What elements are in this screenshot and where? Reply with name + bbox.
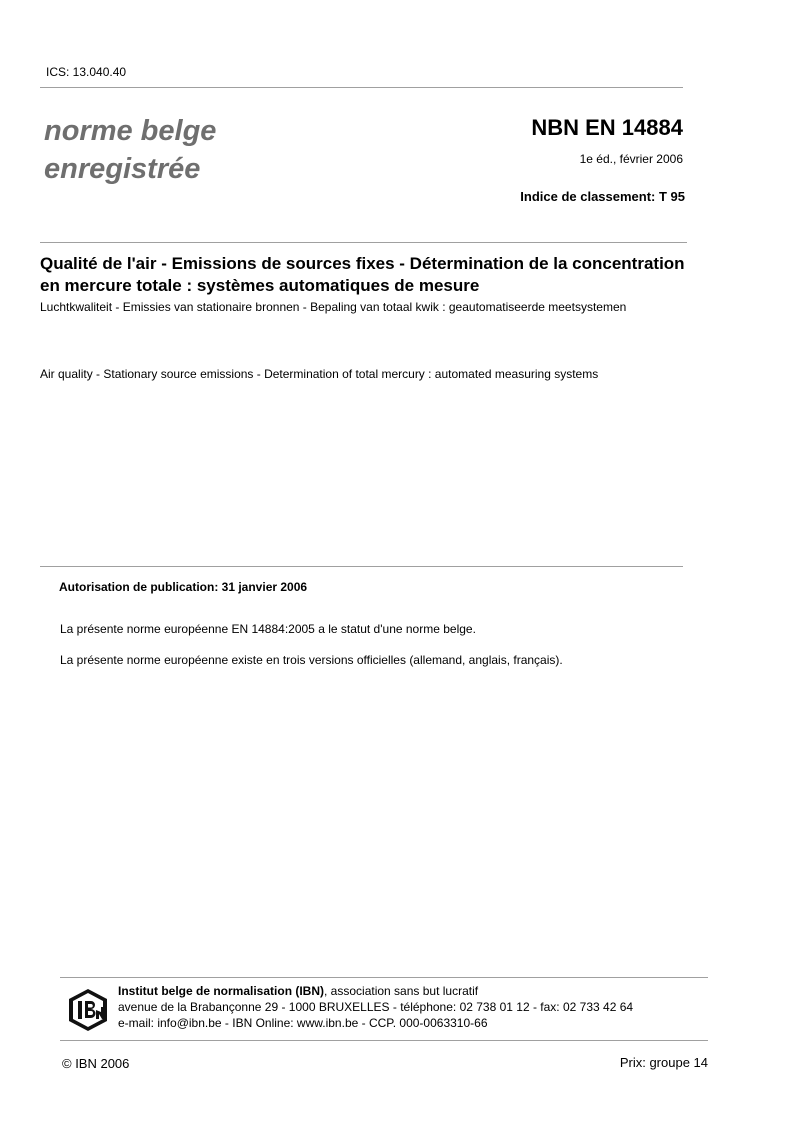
copyright: © IBN 2006: [62, 1056, 130, 1071]
institute-name-line: [118, 983, 633, 999]
edition-date: 1e éd., février 2006: [579, 152, 683, 166]
institute-address: avenue de la Brabançonne 29 - 1000 BRUXELLES - téléphone: 02 738 01 12 - fax: 02 733 42 64: [118, 1000, 634, 1014]
footer-divider-bottom: [60, 1040, 708, 1041]
norm-type-line1: norme belge: [44, 115, 217, 147]
title-divider-bottom: [40, 566, 683, 567]
classification-index: Indice de classement: T 95: [520, 189, 685, 204]
title-french: Qualité de l'air - Emissions de sources fixes - Détermination de la concentration en mercure totale : systèmes automatiques de mesure: [40, 254, 685, 295]
ibn-logo-icon: [68, 988, 108, 1032]
title-english: Air quality - Stationary source emissions - Determination of total mercury : automated measuring systems: [40, 367, 599, 381]
versions-paragraph: La présente norme européenne existe en trois versions officielles (allemand, anglais, français).: [60, 653, 563, 667]
title-divider-top: [40, 242, 687, 243]
institute-suffix: , association sans but lucratif: [324, 984, 479, 998]
institute-name: Institut belge de normalisation (IBN): [118, 984, 325, 998]
standard-number: NBN EN 14884: [531, 115, 683, 140]
ics-code: ICS: 13.040.40: [46, 65, 127, 79]
footer-divider-top: [60, 977, 708, 978]
title-dutch: Luchtkwaliteit - Emissies van stationaire bronnen - Bepaling van totaal kwik : geautomatiseerde meetsystemen: [40, 300, 627, 314]
norm-type-line2: enregistrée: [44, 153, 201, 185]
header-divider: [40, 87, 683, 88]
publication-authorisation: Autorisation de publication: 31 janvier 2006: [59, 580, 308, 594]
institute-info: [118, 983, 633, 1031]
norm-type-label: [44, 112, 216, 188]
price-group: Prix: groupe 14: [619, 1055, 708, 1070]
institute-contact: e-mail: info@ibn.be - IBN Online: www.ibn.be - CCP. 000-0063310-66: [118, 1016, 488, 1030]
status-paragraph: La présente norme européenne EN 14884:2005 a le statut d'une norme belge.: [60, 622, 476, 636]
